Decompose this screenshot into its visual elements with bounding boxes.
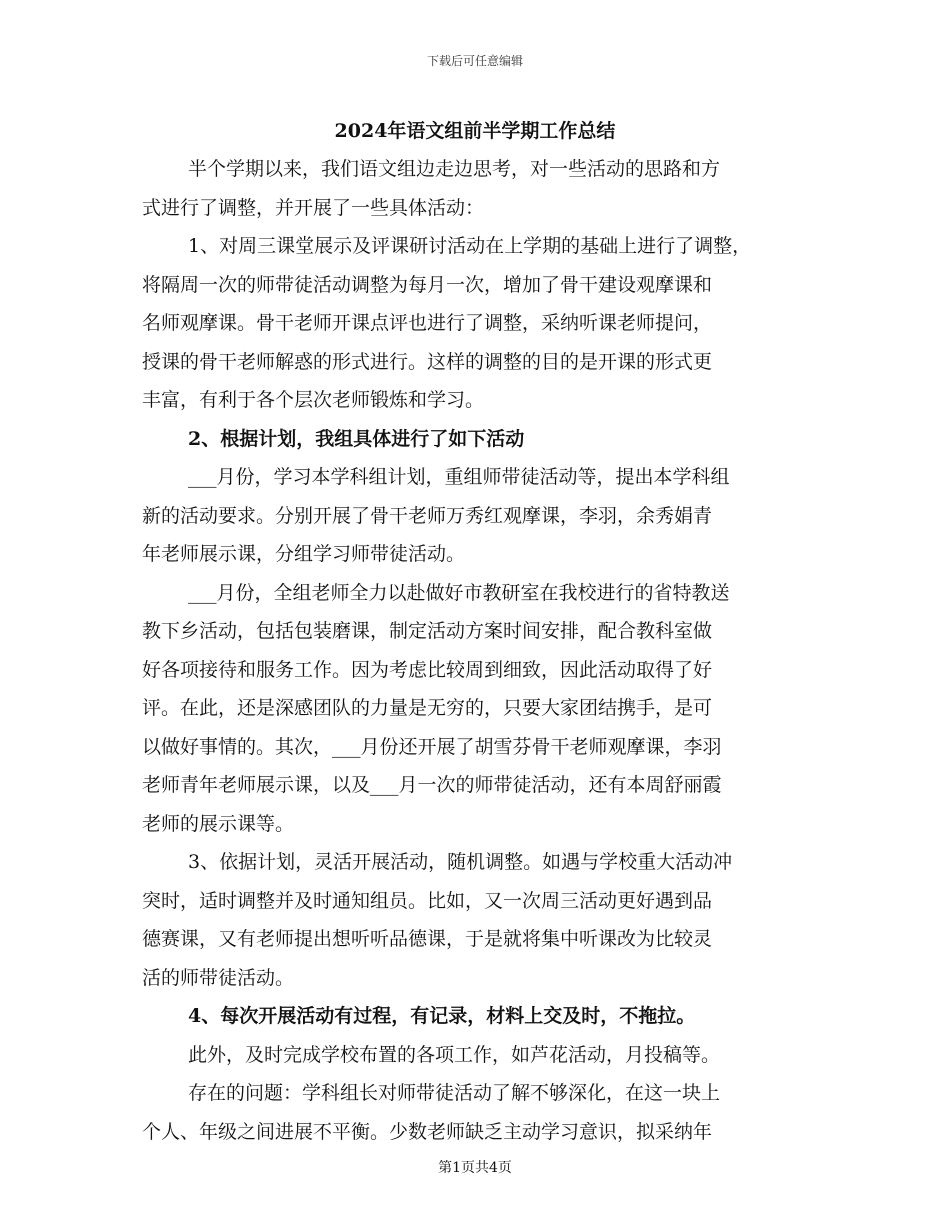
- body-line: 德赛课，又有老师提出想听听品德课，于是就将集中听课改为比较灵: [142, 928, 713, 950]
- body-line: 评。在此，还是深感团队的力量是无穷的，只要大家团结携手，是可: [142, 697, 713, 719]
- body-line: 半个学期以来，我们语文组边走边思考，对一些活动的思路和方: [188, 158, 721, 180]
- body-line: 好各项接待和服务工作。因为考虑比较周到细致，因此活动取得了好: [142, 658, 713, 681]
- body-line: 式进行了调整，并开展了一些具体活动：: [142, 196, 485, 219]
- body-line: 1、对周三课堂展示及评课研讨活动在上学期的基础上进行了调整，: [188, 235, 752, 257]
- body-line: ___月份，学习本学科组计划，重组师带徒活动等，提出本学科组: [188, 466, 730, 488]
- body-line: 此外，及时完成学校布置的各项工作，如芦花活动，月投稿等。: [188, 1043, 721, 1066]
- body-line: 活的师带徒活动。: [142, 966, 295, 989]
- body-line: 将隔周一次的师带徒活动调整为每月一次，增加了骨干建设观摩课和: [142, 273, 713, 296]
- document-title: 2024年语文组前半学期工作总结: [334, 120, 616, 142]
- body-line: 新的活动要求。分别开展了骨干老师万秀红观摩课，李羽，余秀娟青: [142, 504, 713, 527]
- body-line: 存在的问题：学科组长对师带徒活动了解不够深化，在这一块上: [188, 1082, 721, 1104]
- document-body: [142, 150, 832, 1151]
- body-line: 年老师展示课，分组学习师带徒活动。: [142, 543, 466, 565]
- section-heading: 4、每次开展活动有过程，有记录，材料上交及时，不拖拉。: [188, 1005, 696, 1027]
- body-line: 老师青年老师展示课，以及___月一次的师带徒活动，还有本周舒丽霞: [142, 774, 722, 796]
- page-footer: 第1页共4页: [438, 1160, 512, 1176]
- body-line: 授课的骨干老师解惑的形式进行。这样的调整的目的是开课的形式更: [142, 350, 713, 373]
- section-heading: 2、根据计划，我组具体进行了如下活动: [188, 427, 525, 450]
- body-line: 丰富，有利于各个层次老师锻炼和学习。: [142, 389, 485, 411]
- body-line: 名师观摩课。骨干老师开课点评也进行了调整，采纳听课老师提问，: [142, 312, 713, 334]
- body-line: ___月份，全组老师全力以赴做好市教研室在我校进行的省特教送: [188, 581, 730, 604]
- body-line: 老师的展示课等。: [142, 812, 295, 835]
- body-line: 以做好事情的。其次，___月份还开展了胡雪芬骨干老师观摩课，李羽: [142, 735, 722, 758]
- body-line: 教下乡活动，包括包装磨课，制定活动方案时间安排，配合教科室做: [142, 620, 713, 642]
- body-line: 3、依据计划，灵活开展活动，随机调整。如遇与学校重大活动冲: [188, 851, 733, 873]
- body-line: 突时，适时调整并及时通知组员。比如，又一次周三活动更好遇到品: [142, 889, 713, 912]
- page-header: 下载后可任意编辑: [426, 54, 523, 68]
- body-line: 个人、年级之间进展不平衡。少数老师缺乏主动学习意识，拟采纳年: [142, 1120, 713, 1143]
